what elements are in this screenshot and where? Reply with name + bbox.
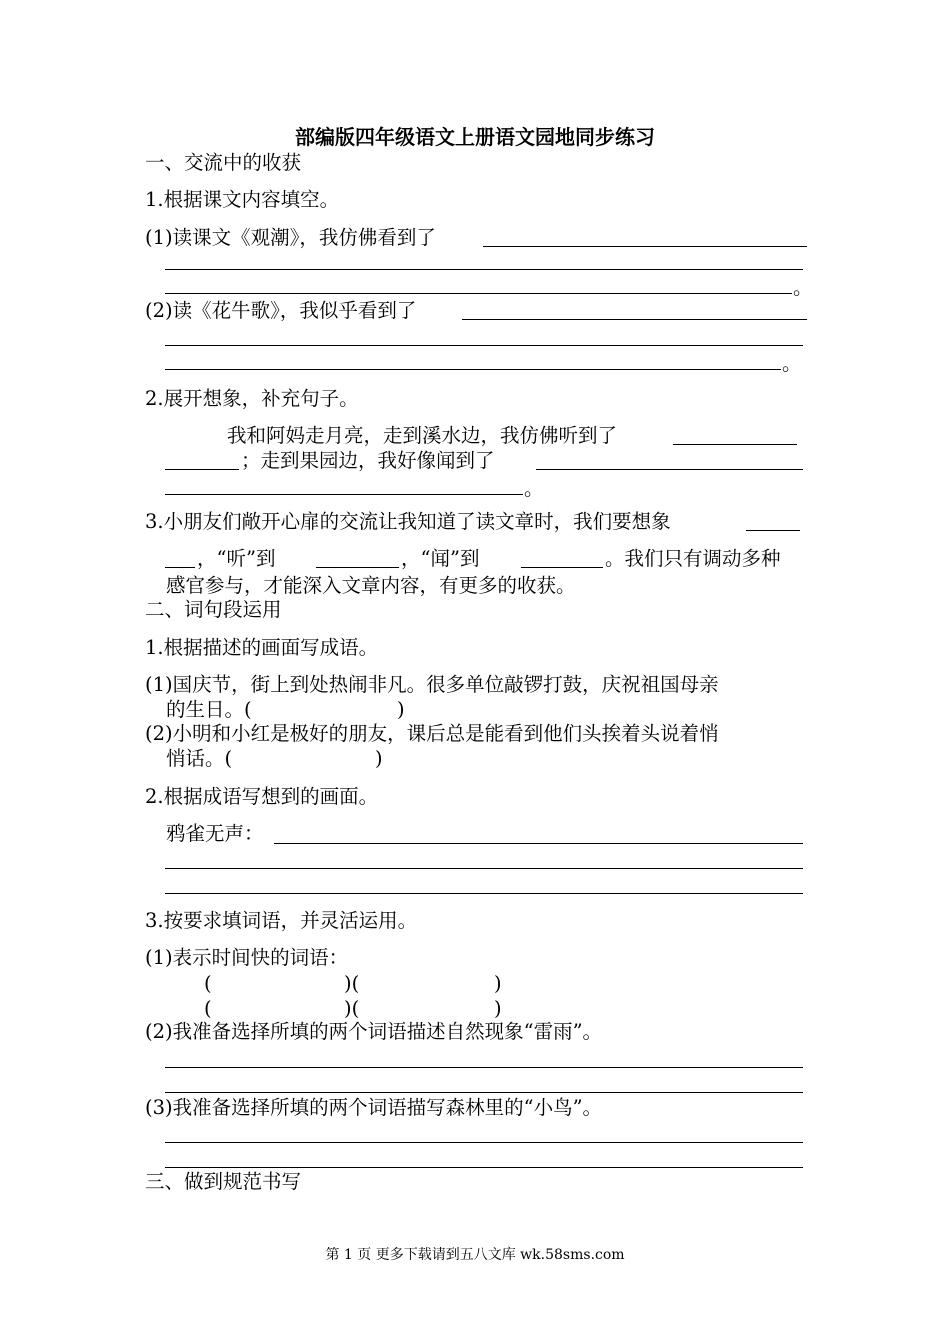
q1-label: 1.根据课文内容填空。: [145, 188, 340, 211]
q3-line-2a: ，“听”到: [197, 547, 276, 570]
q3-line-1: 3.小朋友们敞开心扉的交流让我知道了读文章时，我们要想象: [145, 510, 671, 533]
q3-line-3: 感官参与，才能深入文章内容，有更多的收获。: [166, 574, 576, 597]
period: 。: [524, 477, 544, 500]
s2-q3-item-3: (3)我准备选择所填的两个词语描写森林里的“小鸟”。: [145, 1096, 603, 1119]
page-title: 部编版四年级语文上册语文园地同步练习: [295, 125, 655, 149]
answer-line[interactable]: [165, 494, 523, 495]
answer-line[interactable]: [746, 530, 800, 531]
s2-q3-label: 3.按要求填词语，并灵活运用。: [145, 909, 418, 932]
answer-line[interactable]: [316, 567, 399, 568]
s2-q1-item-1: (1)国庆节，街上到处热闹非凡。很多单位敲锣打鼓，庆祝祖国母亲: [145, 673, 719, 696]
answer-line[interactable]: [521, 567, 603, 568]
answer-line[interactable]: [165, 1092, 803, 1093]
answer-line[interactable]: [483, 246, 807, 247]
idiom-label: 鸦雀无声：: [166, 822, 264, 845]
answer-line[interactable]: [274, 843, 803, 844]
answer-line[interactable]: [462, 319, 807, 320]
q3-line-2b: ，“闻”到: [401, 547, 480, 570]
q1-item-1: (1)读课文《观潮》，我仿佛看到了: [145, 226, 436, 249]
s2-q1-label: 1.根据描述的画面写成语。: [145, 636, 379, 659]
answer-line[interactable]: [165, 269, 803, 270]
paren-mid: )(: [344, 972, 360, 995]
s2-q1-item-1-cont: 的生日。(: [166, 698, 252, 721]
paren-open: (: [204, 997, 212, 1020]
paren-mid: )(: [344, 997, 360, 1020]
answer-line[interactable]: [165, 567, 195, 568]
answer-line[interactable]: [165, 1067, 803, 1068]
s2-q3-item-1: (1)表示时间快的词语：: [145, 946, 349, 969]
answer-line[interactable]: [673, 444, 797, 445]
answer-line[interactable]: [165, 893, 803, 894]
paren-close: ): [494, 972, 502, 995]
q2-line-1: 我和阿妈走月亮，走到溪水边，我仿佛听到了: [227, 424, 618, 447]
s2-q2-label: 2.根据成语写想到的画面。: [145, 785, 379, 808]
answer-line[interactable]: [165, 293, 792, 294]
page-footer: 第 1 页 更多下载请到五八文库 wk.58sms.com: [325, 1247, 625, 1263]
q3-line-2c: 。我们只有调动多种: [605, 547, 781, 570]
paren-close: ): [494, 997, 502, 1020]
answer-line[interactable]: [165, 469, 239, 470]
q2-label: 2.展开想象，补充句子。: [145, 387, 359, 410]
s2-q1-item-2: (2)小明和小红是极好的朋友，课后总是能看到他们头挨着头说着悄: [145, 722, 719, 745]
section-1-heading: 一、交流中的收获: [145, 151, 302, 174]
q1-item-2: (2)读《花牛歌》，我似乎看到了: [145, 299, 417, 322]
answer-line[interactable]: [165, 1167, 803, 1168]
answer-line[interactable]: [165, 369, 781, 370]
answer-line[interactable]: [165, 868, 803, 869]
period: 。: [793, 276, 813, 299]
answer-line[interactable]: [536, 469, 803, 470]
answer-line[interactable]: [165, 345, 803, 346]
answer-line[interactable]: [165, 1142, 803, 1143]
paren-open: (: [204, 972, 212, 995]
section-3-heading: 三、做到规范书写: [145, 1170, 302, 1193]
s2-q3-item-2: (2)我准备选择所填的两个词语描述自然现象“雷雨”。: [145, 1020, 603, 1043]
section-2-heading: 二、词句段运用: [145, 598, 282, 621]
paren-close: ): [375, 747, 383, 770]
paren-close: ): [397, 698, 405, 721]
s2-q1-item-2-cont: 悄话。(: [166, 747, 233, 770]
q2-line-2: ；走到果园边，我好像闻到了: [241, 449, 495, 472]
period: 。: [782, 352, 802, 375]
